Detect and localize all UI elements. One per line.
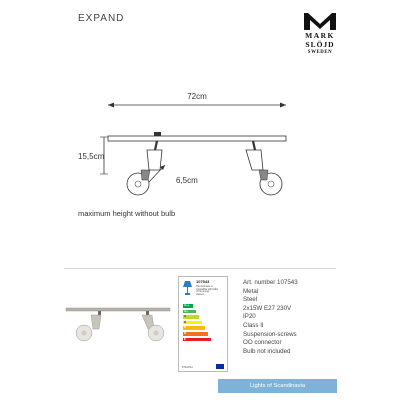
energy-label-text-2: compatible with bulbs — [196, 288, 218, 291]
rail-mount — [154, 132, 161, 136]
rail — [108, 136, 286, 141]
shade-label: 6,5cm — [176, 176, 198, 185]
energy-class-bar: B — [183, 321, 202, 325]
energy-label — [178, 276, 228, 372]
energy-label-text-4: classes: — [196, 294, 205, 297]
energy-class-bar: E — [183, 338, 211, 342]
energy-label-number: 107543 — [196, 279, 210, 284]
product-thumbnail — [64, 298, 172, 348]
energy-label-text-3: of the energy — [196, 291, 210, 294]
length-dimension — [108, 92, 286, 108]
spec-item: OO connector — [243, 339, 282, 347]
divider — [64, 268, 336, 269]
energy-class-bar: C — [183, 326, 205, 330]
spec-item: Steel — [243, 296, 258, 304]
height-note: maximum height without bulb — [78, 209, 176, 218]
spec-item: Suspension-screws — [243, 330, 297, 338]
product-title: EXPAND — [78, 13, 125, 24]
energy-class-bar: A++ — [183, 304, 193, 308]
energy-label-text-1: This luminaire is — [196, 286, 213, 288]
brand-line-2: SLÖJD — [305, 40, 335, 49]
energy-class-bar: A+ — [183, 310, 196, 314]
spotlight-right — [246, 141, 282, 195]
spec-item: IP20 — [243, 313, 256, 321]
spec-item: Bulb not included — [243, 347, 291, 355]
footer-banner: Lights of Scandinavia — [218, 379, 337, 393]
brand-line-1: MARK — [305, 31, 335, 40]
lamp-icon — [183, 281, 192, 295]
height-dimension — [78, 137, 108, 174]
length-label: 72cm — [187, 92, 207, 101]
spec-item: Metal — [243, 287, 259, 295]
spec-item: 2x15W E27 230V — [243, 304, 292, 312]
height-label: 15,5cm — [78, 152, 105, 161]
brand-line-3: SWEDEN — [307, 50, 333, 55]
energy-class-bar: D — [183, 332, 208, 336]
energy-label-footnote: 874/2012 — [182, 366, 193, 369]
eu-flag-icon — [216, 364, 224, 369]
spotlight-left — [127, 141, 162, 195]
spec-item: Class II — [243, 321, 264, 329]
spec-list — [243, 279, 298, 356]
spec-item: Art. number 107543 — [243, 279, 298, 286]
energy-class-bar: A — [183, 315, 199, 319]
